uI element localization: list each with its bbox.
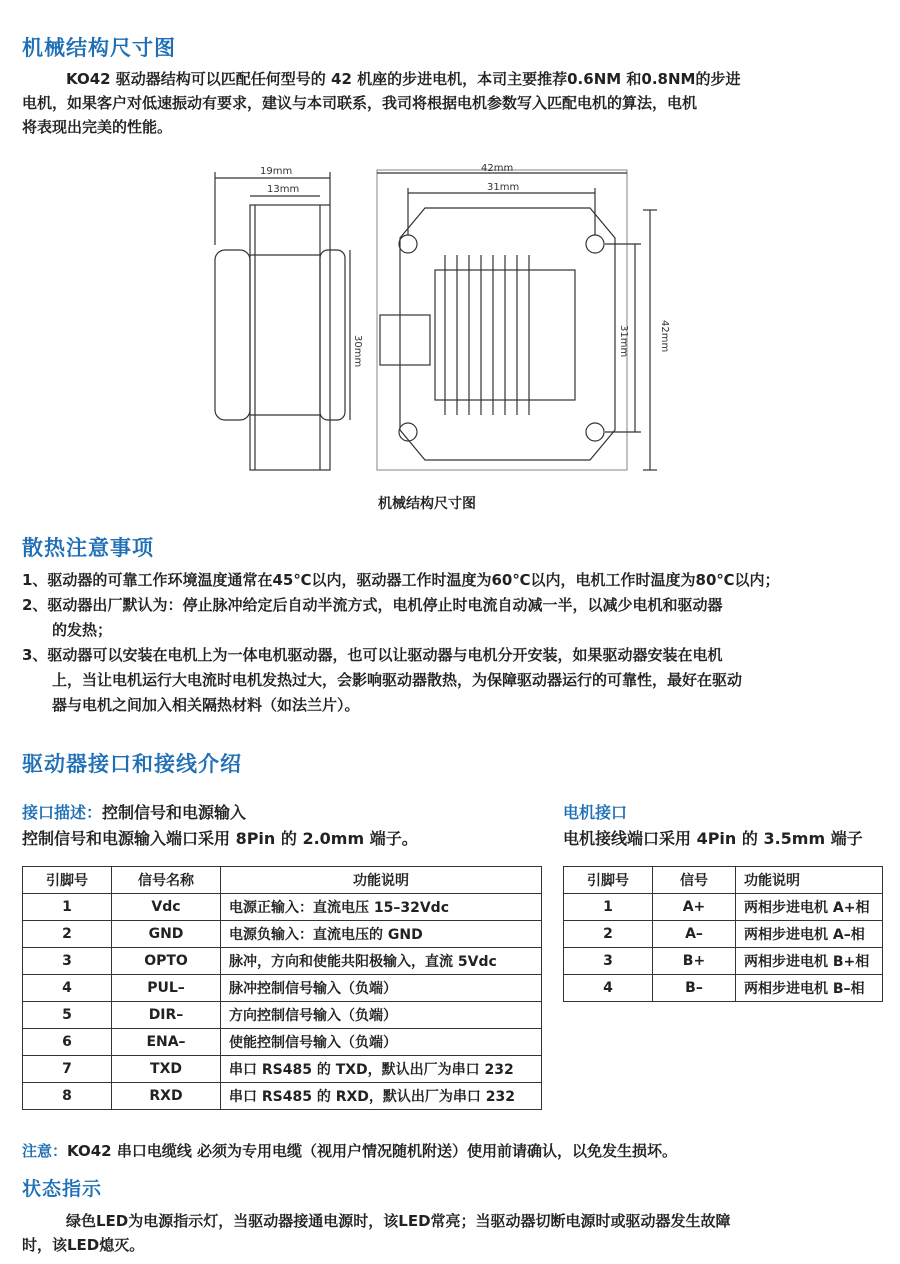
cell: DIR– [112,1002,221,1029]
dim-side-height: 30mm [352,335,363,368]
table-row [23,1083,542,1110]
cell: GND [112,921,221,948]
intro-line-2: 电机，如果客户对低速振动有要求，建议与本司联系，我司将根据电机参数写入匹配电机的算法，电机 [22,94,698,112]
cell: 脉冲控制信号输入（负端） [221,975,542,1002]
table-row [23,948,542,975]
section-title-interface: 驱动器接口和接线介绍 [22,752,242,776]
dim-front-width: 42mm [481,163,514,174]
cell: PUL– [112,975,221,1002]
table-row [23,1056,542,1083]
cell: 串口 RS485 的 TXD，默认出厂为串口 232 [221,1056,542,1083]
mount-hole-tr [586,235,604,253]
table-row [564,921,883,948]
header-signal: 信号 [653,867,736,894]
table-row [23,1029,542,1056]
status-title: 状态指示 [22,1178,103,1200]
cell: OPTO [112,948,221,975]
cell: 使能控制信号输入（负端） [221,1029,542,1056]
table-row [23,1002,542,1029]
status-line-2: 时，该LED熄灭。 [22,1236,145,1254]
mechanical-drawing [195,160,705,480]
intro-line-1: KO42 驱动器结构可以匹配任何型号的 42 机座的步进电机，本司主要推荐0.6NM 和0.8NM的步进 [66,70,741,88]
section-title-mechanical: 机械结构尺寸图 [22,36,176,60]
cell: TXD [112,1056,221,1083]
figure-caption: 机械结构尺寸图 [378,496,476,512]
side-view-front [320,250,345,420]
note-label: 注意： [22,1142,68,1160]
table-row [23,975,542,1002]
cell: 方向控制信号输入（负端） [221,1002,542,1029]
cell: A+ [653,894,736,921]
table-row [23,894,542,921]
dim-side-width: 19mm [260,166,293,177]
header-signal: 信号名称 [112,867,221,894]
right-subhead [563,800,627,823]
cell: 7 [23,1056,112,1083]
cell: 电源正输入：直流电压 15–32Vdc [221,894,542,921]
heat-item: 2、驱动器出厂默认为：停止脉冲给定后自动半流方式，电机停止时电流自动减一半，以减少电机和驱动器 [22,596,723,614]
cell: 2 [564,921,653,948]
cell: 串口 RS485 的 RXD，默认出厂为串口 232 [221,1083,542,1110]
status-line-1: 绿色LED为电源指示灯，当驱动器接通电源时，该LED常亮；当驱动器切断电源时或驱动器发生故障 [66,1212,731,1230]
cell: 8 [23,1083,112,1110]
note-text: KO42 串口电缆线 必须为专用电缆（视用户情况随机附送）使用前请确认，以免发生损坏。 [67,1142,678,1160]
cell: 两相步进电机 B+相 [736,948,883,975]
right-desc: 电机接线端口采用 4Pin 的 3.5mm 端子 [563,829,863,848]
note [22,1140,892,1161]
dim-front-hole-spacing: 31mm [487,182,520,193]
cell: Vdc [112,894,221,921]
cell: ENA– [112,1029,221,1056]
heat-item: 1、驱动器的可靠工作环境温度通常在45℃以内，驱动器工作时温度为60℃以内，电机工作时温度为80℃以内； [22,571,780,589]
control-pin-table [22,866,542,1110]
dim-side-inner: 13mm [267,184,300,195]
cell: 电源负输入：直流电压的 GND [221,921,542,948]
heat-item: 器与电机之间加入相关隔热材料（如法兰片）。 [52,696,360,714]
cell: B+ [653,948,736,975]
cell: 6 [23,1029,112,1056]
motor-pin-table [563,866,883,1002]
header-function: 功能说明 [736,867,883,894]
connector-box [380,315,430,365]
cell: A– [653,921,736,948]
cell: 1 [564,894,653,921]
cell: 3 [564,948,653,975]
left-subhead [22,800,246,823]
header-pin: 引脚号 [564,867,653,894]
heat-list [22,568,892,718]
cell: 两相步进电机 A–相 [736,921,883,948]
cell: 两相步进电机 B–相 [736,975,883,1002]
mount-hole-tl [399,235,417,253]
cell: 1 [23,894,112,921]
table-row [564,894,883,921]
left-subhead-label: 接口描述： [22,803,103,822]
right-subhead-label: 电机接口 [563,803,628,822]
table-row [564,975,883,1002]
front-view-plate [400,208,615,460]
side-view-body [250,205,330,470]
cell: 两相步进电机 A+相 [736,894,883,921]
mount-hole-br [586,423,604,441]
dim-front-hole-vspacing: 31mm [618,325,629,358]
table-row [23,921,542,948]
cell: 3 [23,948,112,975]
left-desc: 控制信号和电源输入端口采用 8Pin 的 2.0mm 端子。 [22,829,418,848]
cell: B– [653,975,736,1002]
cell: RXD [112,1083,221,1110]
intro-line-3: 将表现出完美的性能。 [22,118,173,136]
section-title-heat: 散热注意事项 [22,536,154,560]
cell: 2 [23,921,112,948]
cell: 5 [23,1002,112,1029]
intro-paragraph [22,67,892,139]
heat-item: 的发热； [52,621,113,639]
heat-item: 上，当让电机运行大电流时电机发热过大，会影响驱动器散热，为保障驱动器运行的可靠性，最好在驱动 [52,671,743,689]
cell: 4 [564,975,653,1002]
cell: 4 [23,975,112,1002]
cell: 脉冲，方向和使能共阳极输入，直流 5Vdc [221,948,542,975]
header-pin: 引脚号 [23,867,112,894]
table-header-row [564,867,883,894]
left-subhead-text: 控制信号和电源输入 [102,803,247,822]
heat-item: 3、驱动器可以安装在电机上为一体电机驱动器，也可以让驱动器与电机分开安装，如果驱动器安装在电机 [22,646,723,664]
header-function: 功能说明 [221,867,542,894]
status-paragraph [22,1209,892,1257]
table-row [564,948,883,975]
table-header-row [23,867,542,894]
dim-front-height: 42mm [659,320,670,353]
side-view-back [215,250,250,420]
